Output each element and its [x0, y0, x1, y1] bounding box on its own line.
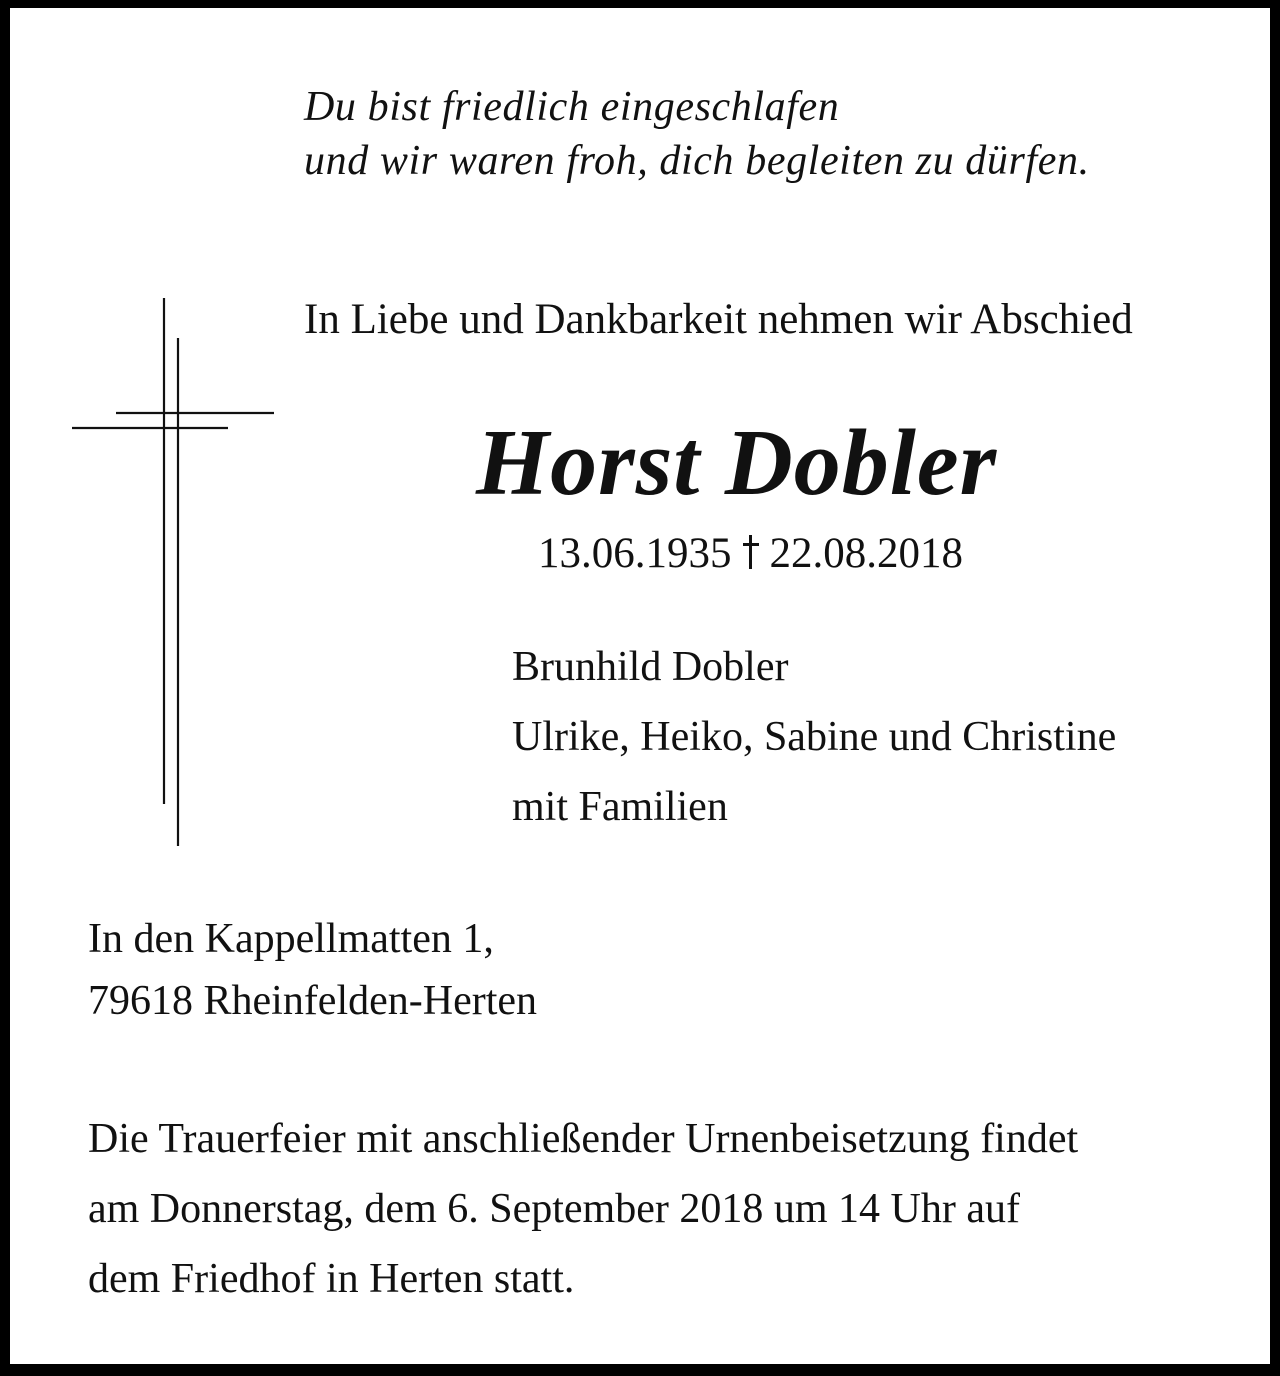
motto-line-1: Du bist friedlich eingeschlafen — [304, 84, 840, 130]
mourner-line: mit Familien — [512, 784, 728, 830]
address-street: In den Kappellmatten 1, — [88, 916, 494, 962]
mourner-line: Ulrike, Heiko, Sabine und Christine — [512, 714, 1117, 760]
birth-date: 13.06.1935 — [538, 530, 732, 577]
family-address — [88, 908, 537, 1032]
date-separator — [732, 526, 770, 582]
notice-line: Die Trauerfeier mit anschließender Urnenbeisetzung findet — [88, 1116, 1079, 1162]
notice-line: dem Friedhof in Herten statt. — [88, 1256, 575, 1302]
address-city: 79618 Rheinfelden-Herten — [88, 978, 538, 1024]
notice-line: am Donnerstag, dem 6. September 2018 um 14 Uhr auf — [88, 1186, 1020, 1232]
motto-verse — [304, 80, 1090, 188]
death-date: 22.08.2018 — [769, 530, 963, 577]
cross-icon — [60, 290, 290, 860]
funeral-notice — [88, 1104, 1078, 1314]
motto-line-2: und wir waren froh, dich begleiten zu dürfen. — [304, 138, 1090, 184]
mourner-line: Brunhild Dobler — [512, 644, 789, 690]
farewell-intro: In Liebe und Dankbarkeit nehmen wir Abschied — [304, 296, 1133, 343]
deceased-name: Horst Dobler — [476, 411, 998, 515]
mourners-list — [512, 632, 1116, 842]
life-dates — [538, 526, 963, 582]
dagger-icon — [743, 535, 759, 569]
